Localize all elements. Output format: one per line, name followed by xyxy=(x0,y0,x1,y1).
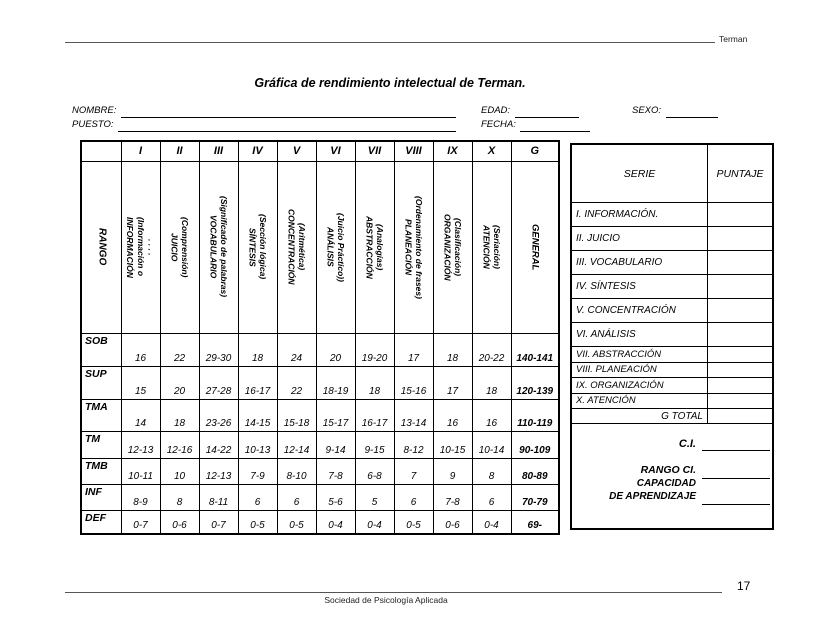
score-range-cell: 7-8 xyxy=(433,484,472,510)
serie-label: I. INFORMACIÓN. xyxy=(572,203,708,226)
rango-row-label: SOB xyxy=(81,333,121,366)
column-subtitle: (Significado de palabras) xyxy=(219,196,230,298)
score-range-cell: 17 xyxy=(433,366,472,399)
column-header-cell xyxy=(433,161,472,333)
nombre-label: NOMBRE: xyxy=(72,105,117,116)
fecha-label: FECHA: xyxy=(481,119,516,130)
score-range-cell: 14-22 xyxy=(199,431,238,458)
ci-blank-line xyxy=(702,437,770,451)
rango-ci-blank-line xyxy=(702,465,770,479)
column-numerals-row xyxy=(81,141,559,161)
column-numeral: IV xyxy=(238,141,277,161)
score-range-cell: 13-14 xyxy=(394,399,433,431)
serie-row xyxy=(572,275,772,299)
serie-label: VIII. PLANEACIÓN xyxy=(572,363,708,378)
score-range-cell: 10-15 xyxy=(433,431,472,458)
score-panel-header xyxy=(572,145,772,203)
column-subtitle: (Información o xyxy=(135,217,146,277)
column-header-cell xyxy=(238,161,277,333)
score-range-cell: 0-5 xyxy=(394,510,433,534)
g-total-row xyxy=(572,409,772,424)
score-range-cell: 20 xyxy=(160,366,199,399)
column-header-cell xyxy=(394,161,433,333)
column-name: INFORMACIÓN xyxy=(125,216,136,278)
score-range-cell: 22 xyxy=(277,366,316,399)
page-number: 17 xyxy=(737,579,751,593)
score-range-cell: 27-28 xyxy=(199,366,238,399)
score-range-cell: 20 xyxy=(316,333,355,366)
column-numeral: III xyxy=(199,141,238,161)
puntaje-blank-cell xyxy=(708,251,772,274)
general-numeral: G xyxy=(511,141,559,161)
score-range-cell: 8 xyxy=(472,458,511,484)
score-range-cell: 5-6 xyxy=(316,484,355,510)
column-name: CONCENTRACIÓN xyxy=(286,209,297,285)
table-row xyxy=(81,333,559,366)
column-name: JUICIO xyxy=(169,232,180,262)
score-range-cell: 0-6 xyxy=(160,510,199,534)
score-range-cell: 15-17 xyxy=(316,399,355,431)
capacidad-line1: CAPACIDAD xyxy=(636,478,696,489)
score-range-cell: 12-13 xyxy=(199,458,238,484)
column-header-vertical-text xyxy=(481,225,502,269)
column-header-vertical-text xyxy=(208,196,229,297)
g-total-blank-cell xyxy=(708,409,772,423)
score-range-cell: 22 xyxy=(160,333,199,366)
score-range-cell: 16-17 xyxy=(238,366,277,399)
column-header-cell xyxy=(160,161,199,333)
column-subtitle2: . . . . xyxy=(146,238,157,256)
column-numeral: X xyxy=(472,141,511,161)
column-numeral: VII xyxy=(355,141,394,161)
score-range-cell: 7-8 xyxy=(316,458,355,484)
header-tag: Terman xyxy=(719,34,748,44)
puesto-blank-line xyxy=(118,121,456,132)
score-range-cell: 29-30 xyxy=(199,333,238,366)
column-numeral: V xyxy=(277,141,316,161)
serie-row xyxy=(572,378,772,394)
rango-row-label: SUP xyxy=(81,366,121,399)
table-row xyxy=(81,458,559,484)
column-header-cell xyxy=(316,161,355,333)
score-range-cell: 10-11 xyxy=(121,458,160,484)
capacidad-line2: DE APRENDIZAJE xyxy=(609,491,696,502)
serie-row xyxy=(572,203,772,227)
column-numeral: IX xyxy=(433,141,472,161)
score-range-cell: 0-4 xyxy=(355,510,394,534)
column-name: VOCABULARIO xyxy=(208,215,219,279)
column-headers-row xyxy=(81,161,559,333)
column-subtitle: (Juicio Práctico)) xyxy=(336,212,347,282)
column-subtitle: (Analogías) xyxy=(375,223,386,271)
ci-label: C.I. xyxy=(678,438,696,450)
general-header-cell xyxy=(511,161,559,333)
serie-row xyxy=(572,394,772,410)
score-range-cell: 16 xyxy=(433,399,472,431)
score-range-cell: 12-13 xyxy=(121,431,160,458)
page-title: Gráfica de rendimiento intelectual de Terman. xyxy=(254,76,526,90)
column-subtitle: (Seriación) xyxy=(492,225,503,269)
score-range-cell: 6 xyxy=(394,484,433,510)
column-numeral: II xyxy=(160,141,199,161)
score-range-cell: 0-6 xyxy=(433,510,472,534)
score-range-cell: 5 xyxy=(355,484,394,510)
serie-label: III. VOCABULARIO xyxy=(572,251,708,274)
general-header-label: GENERAL xyxy=(529,223,541,271)
general-range-cell: 140-141 xyxy=(511,333,559,366)
puntaje-blank-cell xyxy=(708,394,772,409)
rango-header-cell xyxy=(81,161,121,333)
capacidad-blank-line xyxy=(702,491,770,505)
column-name: ORGANIZACIÓN xyxy=(442,213,453,281)
column-numeral: VI xyxy=(316,141,355,161)
serie-row xyxy=(572,299,772,323)
column-header-vertical-text xyxy=(125,217,157,278)
score-range-cell: 15 xyxy=(121,366,160,399)
serie-label: X. ATENCIÓN xyxy=(572,394,708,409)
score-range-cell: 16-17 xyxy=(355,399,394,431)
puntaje-blank-cell xyxy=(708,299,772,322)
column-header-vertical-text xyxy=(442,214,463,281)
fields-row-1 xyxy=(72,100,772,116)
column-header-vertical-text xyxy=(403,196,424,299)
table-row xyxy=(81,510,559,534)
column-header-vertical-text xyxy=(169,217,190,277)
terman-score-table xyxy=(80,140,560,535)
score-range-cell: 0-7 xyxy=(121,510,160,534)
column-subtitle: (Sección lógica) xyxy=(258,214,269,280)
score-range-cell: 6 xyxy=(277,484,316,510)
score-range-cell: 12-14 xyxy=(277,431,316,458)
puntaje-blank-cell xyxy=(708,275,772,298)
puntaje-blank-cell xyxy=(708,363,772,378)
score-range-cell: 19-20 xyxy=(355,333,394,366)
score-range-cell: 17 xyxy=(394,333,433,366)
column-name: SÍNTESIS xyxy=(247,227,258,267)
score-range-cell: 0-5 xyxy=(277,510,316,534)
score-range-cell: 8-12 xyxy=(394,431,433,458)
serie-label: VII. ABSTRACCIÓN xyxy=(572,347,708,362)
score-range-cell: 23-26 xyxy=(199,399,238,431)
score-range-cell: 14 xyxy=(121,399,160,431)
fields-row-2 xyxy=(72,114,772,130)
score-range-cell: 6-8 xyxy=(355,458,394,484)
puntaje-blank-cell xyxy=(708,378,772,393)
score-range-cell: 14-15 xyxy=(238,399,277,431)
column-header-cell xyxy=(472,161,511,333)
score-range-cell: 24 xyxy=(277,333,316,366)
corner-cell xyxy=(81,141,121,161)
footer-text: Sociedad de Psicología Aplicada xyxy=(324,595,448,605)
general-range-cell: 70-79 xyxy=(511,484,559,510)
general-range-cell: 110-119 xyxy=(511,399,559,431)
edad-label: EDAD: xyxy=(481,105,511,116)
general-range-cell: 80-89 xyxy=(511,458,559,484)
score-range-cell: 9 xyxy=(433,458,472,484)
capacidad-aprendizaje-label xyxy=(609,477,696,503)
column-subtitle: (Comprensión) xyxy=(180,216,191,278)
rango-row-label: TM xyxy=(81,431,121,458)
results-section xyxy=(572,424,772,528)
score-range-cell: 18 xyxy=(238,333,277,366)
sexo-label: SEXO: xyxy=(632,105,662,116)
column-header-vertical-text xyxy=(286,209,307,285)
puntaje-blank-cell xyxy=(708,347,772,362)
score-range-cell: 12-16 xyxy=(160,431,199,458)
score-range-cell: 10-14 xyxy=(472,431,511,458)
rango-header-label: RANGO xyxy=(96,228,108,266)
general-range-cell: 90-109 xyxy=(511,431,559,458)
rango-row-label: INF xyxy=(81,484,121,510)
column-header-cell xyxy=(199,161,238,333)
score-range-cell: 16 xyxy=(121,333,160,366)
score-range-cell: 9-15 xyxy=(355,431,394,458)
column-subtitle: (Aritmética) xyxy=(297,223,308,271)
score-range-cell: 18 xyxy=(433,333,472,366)
column-numeral: VIII xyxy=(394,141,433,161)
column-subtitle: (Clasificación) xyxy=(453,217,464,277)
serie-label: IV. SÍNTESIS xyxy=(572,275,708,298)
score-range-cell: 0-7 xyxy=(199,510,238,534)
top-rule-line xyxy=(65,42,715,43)
score-range-cell: 18 xyxy=(472,366,511,399)
score-range-cell: 18 xyxy=(160,399,199,431)
serie-header: SERIE xyxy=(572,145,708,202)
score-range-cell: 10-13 xyxy=(238,431,277,458)
column-header-vertical-text xyxy=(247,214,268,279)
score-range-cell: 15-18 xyxy=(277,399,316,431)
column-header-cell xyxy=(121,161,160,333)
table-row xyxy=(81,484,559,510)
column-header-cell xyxy=(277,161,316,333)
footer-rule-line xyxy=(65,592,722,593)
column-header-vertical-text xyxy=(325,213,346,282)
column-name: ATENCIÓN xyxy=(481,225,492,269)
fecha-blank-line xyxy=(520,121,590,132)
puntaje-header: PUNTAJE xyxy=(716,167,764,180)
score-range-cell: 6 xyxy=(472,484,511,510)
puesto-field xyxy=(72,114,456,132)
general-range-cell: 120-139 xyxy=(511,366,559,399)
serie-row xyxy=(572,363,772,379)
general-range-cell: 69- xyxy=(511,510,559,534)
score-range-cell: 15-16 xyxy=(394,366,433,399)
score-range-cell: 20-22 xyxy=(472,333,511,366)
score-range-cell: 0-5 xyxy=(238,510,277,534)
fecha-field xyxy=(481,114,590,132)
score-range-cell: 8 xyxy=(160,484,199,510)
table-row xyxy=(81,366,559,399)
column-name: ABSTRACCIÓN xyxy=(364,215,375,279)
puntaje-blank-cell xyxy=(708,323,772,346)
score-range-cell: 8-11 xyxy=(199,484,238,510)
column-subtitle: (Ordenamiento de frases) xyxy=(414,195,425,299)
table-row xyxy=(81,399,559,431)
score-range-cell: 8-9 xyxy=(121,484,160,510)
puntaje-blank-cell xyxy=(708,227,772,250)
column-name: PLANEACIÓN xyxy=(403,218,414,276)
column-header-cell xyxy=(355,161,394,333)
serie-row xyxy=(572,323,772,347)
serie-label: IX. ORGANIZACIÓN xyxy=(572,378,708,393)
rango-ci-label: RANGO CI. xyxy=(640,464,696,476)
serie-row xyxy=(572,347,772,363)
score-range-cell: 10 xyxy=(160,458,199,484)
table-row xyxy=(81,431,559,458)
score-range-cell: 18-19 xyxy=(316,366,355,399)
column-header-vertical-text xyxy=(364,216,385,279)
score-range-cell: 6 xyxy=(238,484,277,510)
rango-row-label: TMA xyxy=(81,399,121,431)
score-range-cell: 18 xyxy=(355,366,394,399)
puesto-label: PUESTO: xyxy=(72,119,114,130)
rango-row-label: DEF xyxy=(81,510,121,534)
score-range-cell: 8-10 xyxy=(277,458,316,484)
serie-label: VI. ANÁLISIS xyxy=(572,323,708,346)
score-range-cell: 0-4 xyxy=(316,510,355,534)
serie-row xyxy=(572,227,772,251)
rango-row-label: TMB xyxy=(81,458,121,484)
score-range-cell: 16 xyxy=(472,399,511,431)
puntaje-blank-cell xyxy=(708,203,772,226)
serie-label: V. CONCENTRACIÓN xyxy=(572,299,708,322)
serie-label: II. JUICIO xyxy=(572,227,708,250)
column-name: ANÁLISIS xyxy=(325,227,336,267)
score-range-cell: 0-4 xyxy=(472,510,511,534)
score-panel xyxy=(570,143,774,530)
serie-row xyxy=(572,251,772,275)
score-range-cell: 9-14 xyxy=(316,431,355,458)
score-range-cell: 7 xyxy=(394,458,433,484)
column-numeral: I xyxy=(121,141,160,161)
g-total-label: G TOTAL xyxy=(572,409,708,423)
score-range-cell: 7-9 xyxy=(238,458,277,484)
